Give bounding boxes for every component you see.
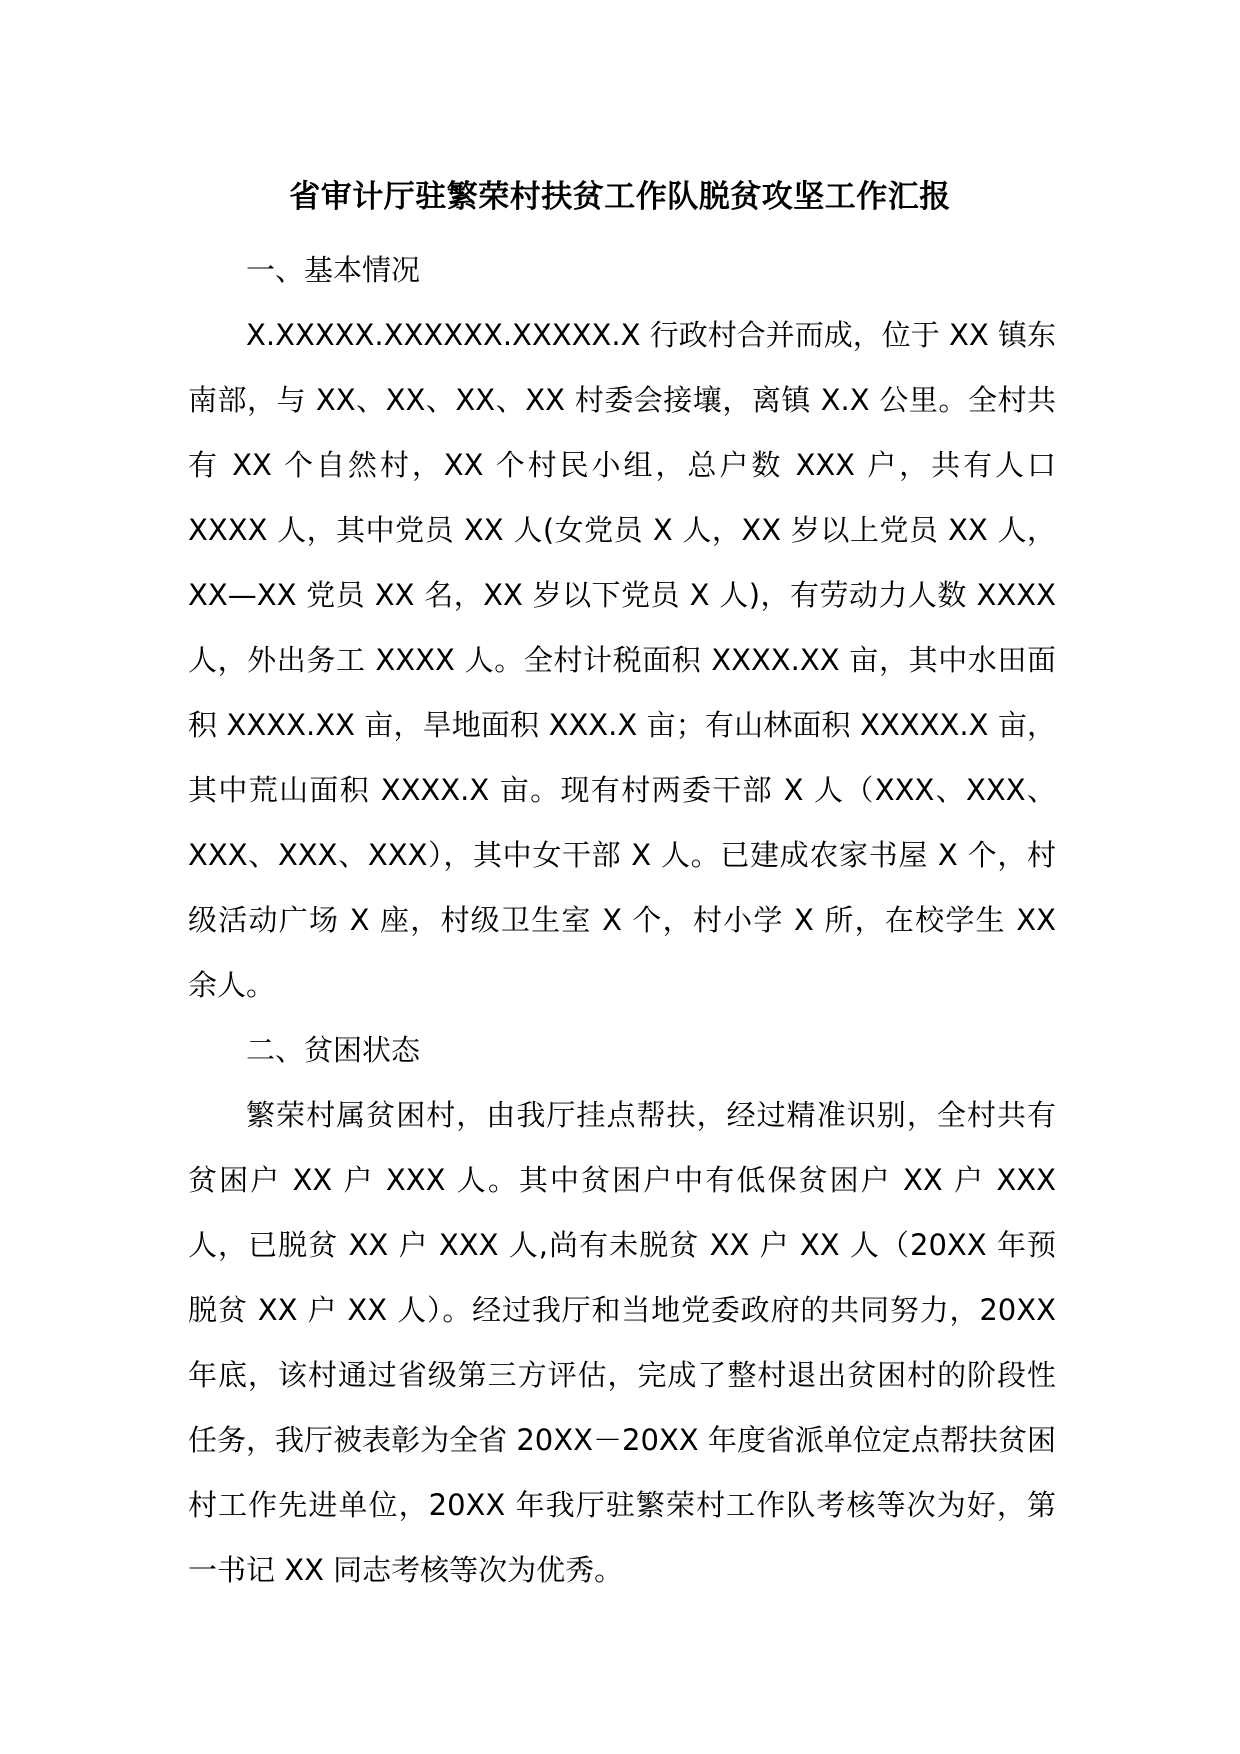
document-title: 省审计厅驻繁荣村扶贫工作队脱贫攻坚工作汇报: [289, 179, 951, 215]
paragraph-poverty-status: 繁荣村属贫困村，由我厅挂点帮扶，经过精准识别，全村共有贫困户 XX 户 XXX 人。其中贫困户中有低保贫困户 XX 户 XXX 人，已脱贫 XX 户 XXX 人,尚有未脱贫 XX 户 XX 人（20XX 年预脱贫 XX 户 XX 人）。经过我厅和当地党委政府的共同努力，20XX 年底，该村通过省级第三方评估，完成了整村退出贫困村的阶段性任务，我厅被表彰为全省 20XX－20XX 年度省派单位定点帮扶贫困村工作先进单位，20XX 年我厅驻繁荣村工作队考核等次为好，第一书记 XX 同志考核等次为优秀。: [188, 1098, 1056, 1587]
document-body: [188, 238, 1056, 1603]
paragraph-basic-info: X.XXXXX.XXXXXX.XXXXX.X 行政村合并而成，位于 XX 镇东南部，与 XX、XX、XX、XX 村委会接壤，离镇 X.X 公里。全村共有 XX 个自然村，XX 个村民小组，总户数 XXX 户，共有人口 XXXX 人，其中党员 XX 人(女党员 X 人，XX 岁以上党员 XX 人，XX—XX 党员 XX 名，XX 岁以下党员 X 人)，有劳动力人数 XXXX 人，外出务工 XXXX 人。全村计税面积 XXXX.XX 亩，其中水田面积 XXXX.XX 亩，旱地面积 XXX.X 亩；有山林面积 XXXXX.X 亩，其中荒山面积 XXXX.X 亩。现有村两委干部 X 人（XXX、XXX、XXX、XXX、XXX），其中女干部 X 人。已建成农家书屋 X 个，村级活动广场 X 座，村级卫生室 X 个，村小学 X 所，在校学生 XX 余人。: [188, 318, 1056, 1002]
section-heading-basic-info: 一、基本情况: [246, 253, 421, 287]
section-heading-poverty-status: 二、贫困状态: [246, 1033, 421, 1067]
